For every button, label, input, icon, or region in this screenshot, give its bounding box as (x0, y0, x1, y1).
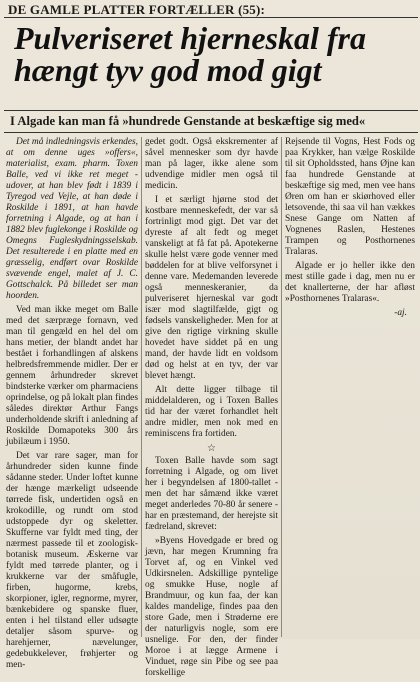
top-rule (4, 17, 418, 18)
intro-paragraph: Det må indledningsvis erkendes, at om denne uges »offers«, materialist, exam. pharm. Toxen Balle, ved vi ikke ret meget - udover, at han blev født i 1839 i Tyregod ved Vejle, at han døde i Roskilde i 1891, at han havde forretning i Algade, og at han i 1882 blev fuglekonge i Roskilde og Omegns Fugleskydningsselskab. Det resulterede i en platte med en græsselig, endført ovar Roskilde svævende engel, malet af J. C. Gottschalck. På billedet ser man hoorden. (6, 137, 138, 301)
column-3 (285, 137, 415, 319)
column-divider (281, 137, 282, 637)
headline-rule (4, 110, 418, 111)
body-paragraph: gedet godt. Også ekskrementer af såvel mennesker som dyr havde man på lager, ikke alene som udvendige midler men også til medicin. (145, 137, 278, 191)
column-divider (141, 137, 142, 637)
subheadline: I Algade kan man få »hundrede Genstande at beskæftige sig med« (10, 114, 366, 128)
body-paragraph: Alt dette ligger tilbage til middelalderen, og i Toxen Balles tid har der været forhandlet helt andre midler, men nok med en reminiscens fra fortiden. (145, 385, 278, 439)
column-2 (145, 137, 278, 682)
star-separator: ☆ (207, 443, 216, 454)
quote-paragraph: Rejsende til Vogns, Hest Fods og paa Krykker, han vælge Roskilde til sit Opholdssted, hans Øjne kan faa hundrede Genstande at beskæftige sig med, men vee hans Øren om han er skiørhoved eller letsovende, thi saa vil han vækkes Snese Gange om Natten af Vognenes Raslen, Hestenes Trampen og Posthornenes Tralaras. (285, 137, 415, 257)
body-paragraph: Algade er jo heller ikke den mest stille gade i dag, men nu er det knallerterne, der har afløst »Posthornenes Tralaras«. (285, 261, 415, 304)
headline: Pulveriseret hjerneskal fra hængt tyv god mod gigt (14, 20, 366, 88)
column-1 (6, 137, 138, 674)
body-paragraph: Det var rare sager, man for århundreder siden kunne finde sådanne steder. Under loftet kunne der hænge mærkeligt udseende tørrede fisk, undertiden også en krokodille, og rundt om stod udstoppede dyr og skeletter. Skufferne var fyldt med ting, der nærmest passede til et zoologisk-botanisk museum. Æskerne var fyldt med tørrede planter, og i krukkerne var der småfugle, firben, hugorme, krebs, skorpioner, igler, regnorme, myrer, bænkebidere og spanske fluer, enten i hel tilstand eller udsøgte detaljer såsom spurve- og harehjerner, nævelunger, gedebukkelever, frøhjerter og men- (6, 451, 138, 670)
body-paragraph: I et særligt hjørne stod det kostbare menneskefedt, der var så fortrinligt mod gigt. Det var det dyreste af alt fedt og meget vanskeligt at få fat på. Apotekerne skulle helst være gode venner med bøddelen for at blive velforsynet i denne vare. Medemanden leverede også menneskeranier, da pulveriseret hjerneskal var godt især mod slagtilfælde, gigt og fødsels vanskeligheder. Men for at give den rigtige virkning skulle hovedet have siddet på en ung mand, der havde lidt en voldsom død og helst at en tyv, der var blevet hængt. (145, 195, 278, 381)
quote-paragraph: »Byens Hovedgade er bred og jævn, har megen Krumning fra Torvet af, og en Vinkel ved Udkirsnelen. Adskillige pyntelige og smukke Huse, nogle af Brandmuur, og kun faa, der kan kaldes mandelige, findes paa den store Gade, men i Strøderne ere der naturligvis nogle, som ere usnelige. For den, der finder Moroe i at lægge Armene i Vinduet, røge sin Pibe og see paa forskellige (145, 536, 278, 678)
author-signature: -aj. (394, 308, 407, 318)
body-paragraph: Ved man ikke meget om Balle med det særpræge fornavn, ved man til gengæld en hel del om hans metier, der blandt andet har bestået i forhandlingen af alskens helbredsfremmende midler. Der er gennem århundreder skrevet bindsterke værker om pharmaciens oprindelse, og på lokalt plan findes således direktør Arthur Fangs underholdende skrift i anledning af Roskilde Domapoteks 300 års jubilæum i 1950. (6, 305, 138, 447)
subhead-rule (4, 132, 418, 133)
series-kicker: DE GAMLE PLATTER FORTÆLLER (55): (8, 2, 266, 17)
body-paragraph: Toxen Balle havde som sagt forretning i Algade, og om livet her i begyndelsen af 1800-tallet - men det har såmænd ikke været meget anderledes 70-80 år senere - har en præstemand, der herejste sit fædreland, skrevet: (145, 456, 278, 532)
